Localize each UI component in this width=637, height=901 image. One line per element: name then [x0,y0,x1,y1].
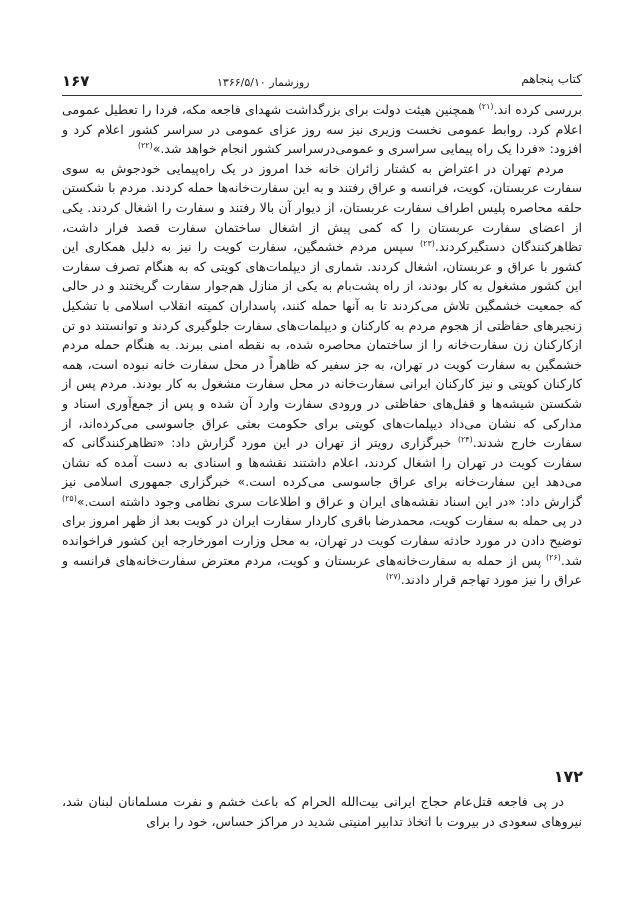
section-number: ۱۷۲ [553,767,583,786]
footnote-ref: (۲۶) [545,552,561,562]
footnote-ref: (۲۳) [420,238,435,248]
footnote-ref: (۲۵) [62,493,77,503]
chronicle-date: روزشمار ۱۳۶۶/۵/۱۰ [217,76,310,89]
footnote-ref: (۲۲) [137,141,153,150]
book-title: کتاب پنجاهم [521,72,582,86]
paragraph-2: مردم تهران در اعتراض به کشتار زائران خانه خدا امروز در یک راه‌پیمایی خودجوش به سوی سفارت عربستان، کویت، فرانسه و عراق رفتند و به این سفارت‌خانه‌ها حمله کردند. مردم با شکستن حلقه محاصره پلیس اطراف سفارت عربستان، از دیوار آن بالا رفتند و سفارت را اشغال کردند. یکی از اعضای سفارت عربستان را که کمی پیش از اشغال ساختمان سفارت قصد فرار داشت، تظاهرکنندگان دستگیرکردند.$^{(۲۳)}$ سپس مردم خشمگین، سفارت کویت را نیز به دلیل همکاری این کشور با عراق و عربستان، اشغال کردند. شماری از دیپلمات‌های کویتی که به هنگام تصرف سفارت این کشور مشغول به کار بودند، از راه پشت‌بام به یکی از منازل هم‌جوار سفارت گریختند و در حالی که جمعیت خشمگین تلاش می‌کردند تا به آنها حمله کنند، پاسداران کمیته انقلاب اسلامی با تشکیل زنجیرهای حفاظتی از هجوم مردم به کارکنان و دیپلمات‌های سفارت جلوگیری کردند و توانستند دو تن ازکارکنان زن سفارت‌خانه را از ساختمان محاصره شده، به نقطه امنی ببرند. به هنگام حمله مردم خشمگین به سفارت کویت در تهران، به جز سفیر که ظاهراً در محل سفارت خانه نبوده است، همه کارکنان کویتی و نیز کارکنان ایرانی سفارت‌خانه در محل سفارت مشغول به کار بودند. مردم پس از شکستن شیشه‌ها و قفل‌های حفاظتی در ورودی سفارت وارد آن شده و پس از جمع‌آوری اسناد و مدارکی که نشان می‌داد دیپلمات‌های کویتی برای حکومت بعثی عراق جاسوسی می‌کرده‌اند، از سفارت خارج شدند.$^{(۲۴)}$ خبرگزاری رویتر از تهران در این مورد گزارش داد: «تظاهرکنندگانی که سفارت کویت در تهران را اشغال کردند، اعلام داشتند نقشه‌ها و اسنادی به دست آمده که نشان می‌دهد این سفارت‌خانه برای عراق جاسوسی می‌کرده است.» خبرگزاری جمهوری اسلامی نیز گزارش داد: «در این اسناد نقشه‌های ایران و عراق و اطلاعات سری نظامی وجود داشته است.»$^{(۲۵)}$ در پی حمله به سفارت کویت، محمدرضا باقری کاردار سفارت ایران در کویت بعد از ظهر امروز برای توضیح دادن در مورد حادثه سفارت کویت در تهران، به محل وزارت امورخارجه این کشور فراخوانده شد.$^{(۲۶)}$ پس از حمله به سفارت‌خانه‌های عربستان و کویت، مردم معترض سفارت‌خانه‌های فرانسه و عراق را نیز مورد تهاجم قرار دادند.$^{(۲۷)}$ [62,160,582,588]
page-number: ۱۶۷ [62,72,90,90]
footnote-ref: (۲۴) [457,434,473,444]
body-text [62,100,582,590]
footnote-ref: (۲۱) [478,101,494,111]
page-header [62,72,582,94]
footnote-ref: (۲۷) [385,572,401,582]
section-paragraph: در پی فاجعه قتل‌عام حجاج ایرانی بیت‌الله الحرام که باعث خشم و نفرت مسلمانان لبنان شد، نیروهای سعودی در بیروت با اتخاذ تدابیر امنیتی شدید در مراکز حساس، خود را برای [62,794,582,829]
header-rule [62,95,582,96]
section-body [62,792,582,831]
paragraph-1: بررسی کرده اند.$^{(۲۱)}$ همچنین هیئت دولت برای بزرگداشت شهدای فاجعه مکه، فردا را تعطیل عمومی اعلام کرد. روابط عمومی نخست وزیری نیز سه روز عزای عمومی در سراسر کشور اعلام کرد و افزود: «فردا یک راه پیمایی سراسری و عمومی‌درسراسر کشور انجام خواهد شد.»$^{(۲۲)}$ [62,101,582,157]
